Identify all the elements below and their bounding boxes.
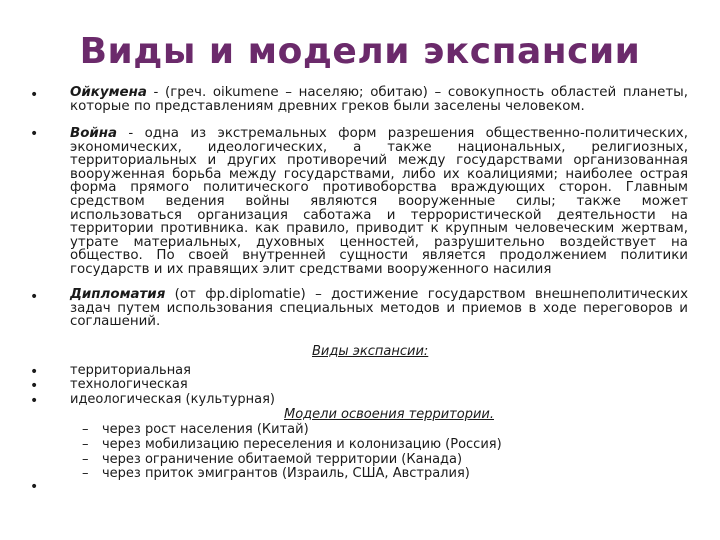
definition-diplomacy-text: (от фр.diplomatie) – достижение государством внешнеполитических задач путем использования специальных методов и приемов в ходе переговоров и соглашений. [70, 287, 688, 330]
model-item-text: через рост населения (Китай) [102, 422, 309, 437]
model-item-text: через приток эмигрантов (Израиль, США, Австралия) [102, 466, 470, 481]
definition-oikumene-text: - (греч. oikumene – населяю; обитаю) – совокупность областей планеты, которые по представлениям древних греков были заселены человеком. [70, 85, 688, 114]
expansion-type-item: идеологическая (культурная) [70, 392, 275, 407]
term-diplomacy: Дипломатия [70, 287, 166, 302]
model-item [82, 422, 309, 437]
dash-marker: – [82, 422, 89, 437]
expansion-types-heading: Виды экспансии: [312, 344, 429, 359]
definition-oikumene [70, 86, 688, 113]
model-item-text: через ограничение обитаемой территории (Канада) [102, 452, 463, 467]
model-item [82, 452, 462, 467]
term-war: Война [70, 126, 118, 141]
bullet-marker: • [30, 479, 39, 495]
model-item-text: через мобилизацию переселения и колонизацию (Россия) [102, 437, 502, 452]
page-title: Виды и модели экспансии [79, 31, 641, 72]
dash-marker: – [82, 466, 89, 481]
model-item [82, 466, 470, 481]
model-item [82, 437, 502, 452]
dash-marker: – [82, 437, 89, 452]
bullet-marker: • [30, 378, 39, 394]
dash-marker: – [82, 452, 89, 467]
expansion-type-item: территориальная [70, 363, 191, 378]
definition-war [70, 127, 688, 277]
models-heading: Модели освоения территории. [284, 407, 494, 422]
term-oikumene: Ойкумена [70, 85, 147, 100]
bullet-marker: • [30, 87, 39, 103]
definition-war-text: - одна из экстремальных форм разрешения общественно-политических, экономических, идеологических, а также национальных, религиозных, территориальных и других противоречий между государствами организованная вооруженная борьба между государствами, либо их коалициями; наиболее острая форма прямого политического противоборства враждующих сторон. Главным средством ведения войны являются вооруженные силы; также может использоваться организация саботажа и террористической деятельности на территории противника. как правило, приводит к крупным человеческим жертвам, утрате материальных, духовных ценностей, разрушительно воздействует на общество. По своей внутренней сущности является продолжением политики государств и их правящих элит средствами вооруженного насилия [70, 126, 688, 277]
expansion-type-item: технологическая [70, 377, 188, 392]
bullet-marker: • [30, 393, 39, 409]
bullet-marker: • [30, 289, 39, 305]
definition-diplomacy [70, 288, 688, 329]
bullet-marker: • [30, 126, 39, 142]
bullet-marker: • [30, 364, 39, 380]
